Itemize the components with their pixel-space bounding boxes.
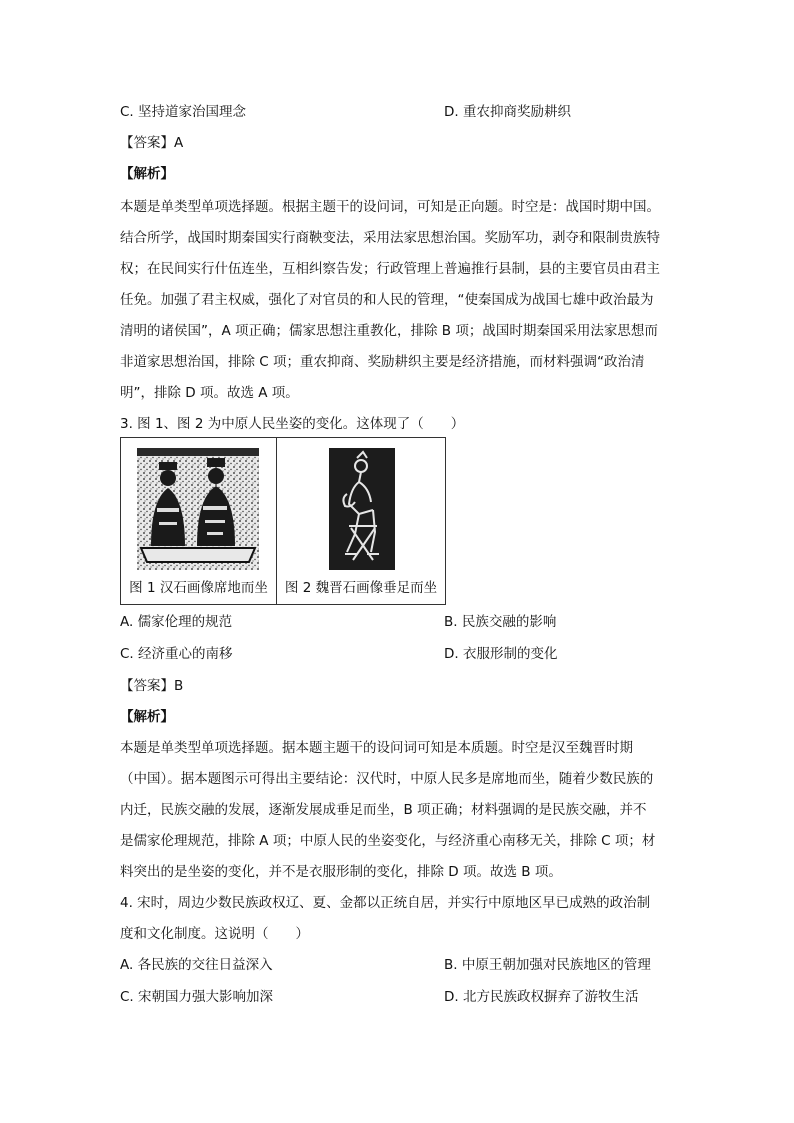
q4-option-c: C. 宋朝国力强大影响加深 bbox=[120, 989, 274, 1005]
q2-option-c: C. 坚持道家治国理念 bbox=[120, 104, 247, 120]
q2-analysis-line: 权；在民间实行什伍连坐，互相纠察告发；行政管理上普遍推行县制，县的主要官员由君主 bbox=[120, 261, 660, 277]
q3-analysis-line: 内迁，民族交融的发展，逐渐发展成垂足而坐，B 项正确；材料强调的是民族交融，并不 bbox=[120, 802, 647, 818]
q3-option-a: A. 儒家伦理的规范 bbox=[120, 614, 233, 630]
q3-analysis-label: 【解析】 bbox=[120, 709, 174, 725]
q3-option-c: C. 经济重心的南移 bbox=[120, 646, 233, 662]
q3-option-b: B. 民族交融的影响 bbox=[444, 614, 557, 630]
q2-option-d: D. 重农抑商奖励耕织 bbox=[444, 104, 571, 120]
q3-stem: 3. 图 1、图 2 为中原人民坐姿的变化。这体现了（ ） bbox=[120, 416, 465, 432]
q3-analysis-line: （中国）。据本题图示可得出主要结论：汉代时，中原人民多是席地而坐，随着少数民族的 bbox=[120, 771, 654, 787]
figure-1-image bbox=[137, 448, 259, 570]
q4-option-b: B. 中原王朝加强对民族地区的管理 bbox=[444, 957, 651, 973]
figure-1-caption: 图 1 汉石画像席地而坐 bbox=[129, 580, 268, 596]
q3-analysis-line: 是儒家伦理规范，排除 A 项；中原人民的坐姿变化，与经济重心南移无关，排除 C 项；材 bbox=[120, 833, 656, 849]
q2-analysis-line: 非道家思想治国，排除 C 项；重农抑商、奖励耕织主要是经济措施，而材料强调“政治清 bbox=[120, 354, 645, 370]
figure-2-caption: 图 2 魏晋石画像垂足而坐 bbox=[284, 580, 438, 596]
q4-stem-line: 4. 宋时，周边少数民族政权辽、夏、金都以正统自居，并实行中原地区早已成熟的政治制 bbox=[120, 895, 651, 911]
q3-option-d: D. 衣服形制的变化 bbox=[444, 646, 558, 662]
q2-analysis-line: 清明的诸侯国”，A 项正确；儒家思想注重教化，排除 B 项；战国时期秦国采用法家思想而 bbox=[120, 323, 658, 339]
figure-2-cell bbox=[277, 438, 445, 604]
q3-figure-table bbox=[120, 437, 446, 605]
q3-analysis-line: 本题是单类型单项选择题。据本题主题干的设问词可知是本质题。时空是汉至魏晋时期 bbox=[120, 740, 633, 756]
q2-analysis-line: 本题是单类型单项选择题。根据主题干的设问词，可知是正向题。时空是：战国时期中国。 bbox=[120, 199, 660, 215]
q4-stem-line: 度和文化制度。这说明（ ） bbox=[120, 926, 309, 942]
q2-analysis-label: 【解析】 bbox=[120, 166, 174, 182]
q3-answer: 【答案】B bbox=[120, 678, 184, 694]
q2-analysis-line: 任免。加强了君主权威，强化了对官员的和人民的管理，“使秦国成为战国七雄中政治最为 bbox=[120, 292, 654, 308]
q2-analysis-line: 明”，排除 D 项。故选 A 项。 bbox=[120, 385, 299, 401]
q3-analysis-line: 料突出的是坐姿的变化，并不是衣服形制的变化，排除 D 项。故选 B 项。 bbox=[120, 864, 562, 880]
q2-analysis-line: 结合所学，战国时期秦国实行商鞅变法，采用法家思想治国。奖励军功，剥夺和限制贵族特 bbox=[120, 230, 660, 246]
figure-1-cell bbox=[121, 438, 277, 604]
q4-option-a: A. 各民族的交往日益深入 bbox=[120, 957, 273, 973]
q4-option-d: D. 北方民族政权摒弃了游牧生活 bbox=[444, 989, 639, 1005]
figure-2-image bbox=[329, 448, 395, 570]
q2-answer: 【答案】A bbox=[120, 135, 184, 151]
